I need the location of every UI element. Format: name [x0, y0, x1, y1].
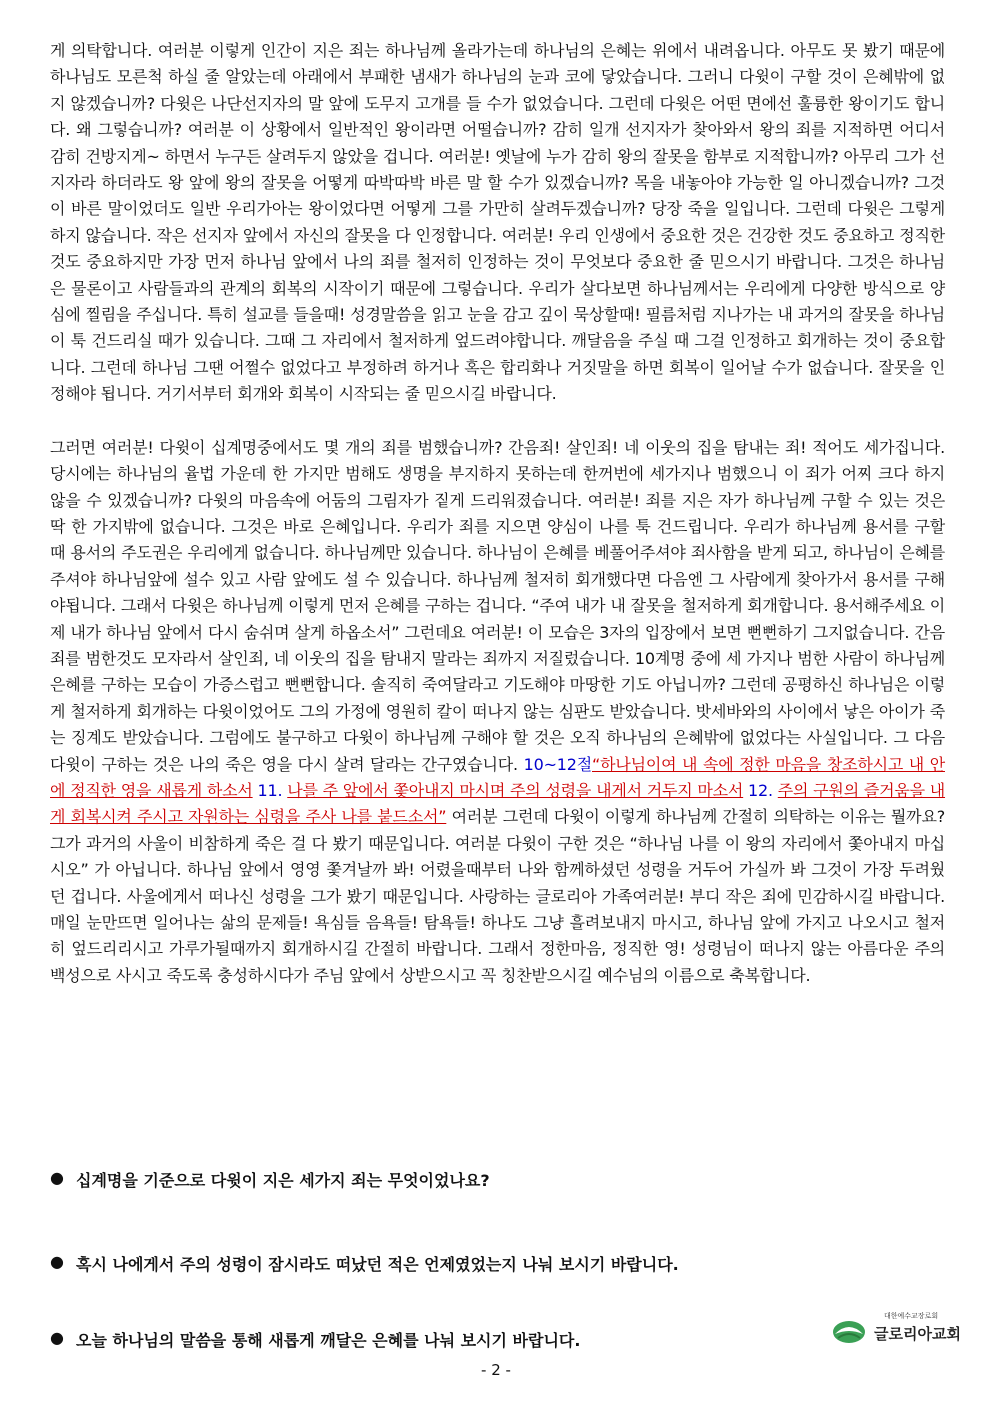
verse-reference: 10~12절 — [523, 754, 592, 774]
question-text: 혹시 나에게서 주의 성령이 잠시라도 떠났던 적은 언제였었는지 나눠 보시기 바랍니다. — [76, 1255, 679, 1274]
verse-text: 주의 구원의 즐거움을 내게 회복시켜 주시고 자원하는 심령을 주사 나를 붙드소서” — [50, 780, 946, 827]
paragraph-2-text: 그러면 여러분! 다윗이 십계명중에서도 몇 개의 죄를 범했습니까? 간음죄! 살인죄! 네 이웃의 집을 탐내는 죄! 적어도 세가집니다. 당시에는 하나님의 율법 가운데 한 가지만 범해도 생명을 부지하지 못하는데 한꺼번에 세가지나 범했으니 이 죄가 어찌 크다 하지 않을 수 있겠습니까? 다윗의 마음속에 어둠의 그림자가 짙게 드리워졌습니다. 여러분! 죄를 지은 자가 하나님께 구할 수 있는 것은 딱 한 가지밖에 없습니다. 그것은 바로 은혜입니다. 우리가 죄를 지으면 양심이 나를 툭 건드립니다. 우리가 하나님께 용서를 구할 때 용서의 주도권은 우리에게 없습니다. 하나님께만 있습니다. 하나님이 은혜를 베풀어주셔야 죄사함을 받게 되고, 하나님이 은혜를 주셔야 하나님앞에 설수 있고 사람 앞에도 설 수 있습니다. 하나님께 철저히 회개했다면 다음엔 그 사람에게 찾아가서 용서를 구해야됩니다. 그래서 다윗은 하나님께 이렇게 먼저 은혜를 구하는 겁니다. “주여 내가 내 잘못을 철저하게 회개합니다. 용서해주세요 이제 내가 하나님 앞에서 다시 숨쉬며 살게 하옵소서” 그런데요 여러분! 이 모습은 3자의 입장에서 보면 뻔뻔하기 그지없습니다. 간음죄를 범한것도 모자라서 살인죄, 네 이웃의 집을 탐내지 말라는 죄까지 저질렀습니다. 10계명 중에 세 가지나 범한 사람이 하나님께 은혜를 구하는 모습이 가증스럽고 뻔뻔합니다. 솔직히 죽여달라고 기도해야 마땅한 기도 아닙니까? 그런데 공평하신 하나님은 이렇게 철저하게 회개하는 다윗이었어도 그의 가정에 영원히 칼이 떠나지 않는 심판도 받았습니다. 밧세바와의 사이에서 낳은 아이가 죽는 징계도 받았습니다. 그럼에도 불구하고 다윗이 하나님께 구해야 할 것은 오직 하나님의 은혜밖에 없었다는 사실입니다. 그 다음 다윗이 구하는 것은 나의 죽은 영을 다시 살려 달라는 간구였습니다. — [50, 437, 945, 774]
verse-text: 나를 주 앞에서 쫓아내지 마시며 주의 성령을 내게서 거두지 마소서 — [287, 780, 744, 800]
bullet-icon: ● — [50, 1252, 64, 1271]
church-name: 글로리아교회 — [874, 1325, 961, 1343]
question-text: 오늘 하나님의 말씀을 통해 새롭게 깨달은 은혜를 나눠 보시기 바랍니다. — [76, 1331, 581, 1350]
page-number: - 2 - — [481, 1361, 511, 1379]
church-logo — [832, 1310, 961, 1350]
bullet-icon: ● — [50, 1168, 64, 1187]
paragraph-1: 게 의탁합니다. 여러분 이렇게 인간이 지은 죄는 하나님께 올라가는데 하나님의 은혜는 위에서 내려옵니다. 아무도 못 봤기 때문에 하나님도 모른척 하실 줄 알았는데 아래에서 부패한 냄새가 하나님의 눈과 코에 닿았습니다. 그러니 다윗이 구할 것이 은혜밖에 없지 않겠습니까? 다윗은 나단선지자의 말 앞에 도무지 고개를 들 수가 없었습니다. 그런데 다윗은 어떤 면에선 훌륭한 왕이기도 합니다. 왜 그렇습니까? 여러분 이 상황에서 일반적인 왕이라면 어떨습니까? 감히 일개 선지자가 찾아와서 왕의 죄를 지적하면 어디서 감히 건방지게~ 하면서 누구든 살려두지 않았을 겁니다. 여러분! 옛날에 누가 감히 왕의 잘못을 함부로 지적합니까? 아무리 그가 선지자라 하더라도 왕 앞에 왕의 잘못을 어떻게 따박따박 바른 말 할 수가 있겠습니까? 목을 내놓아야 가능한 일 아니겠습니까? 그것이 바른 말이었더도 일반 우리가아는 왕이었다면 어떻게 그를 가만히 살려두겠습니까? 당장 죽을 일입니다. 그런데 다윗은 그렇게 하지 않습니다. 작은 선지자 앞에서 자신의 잘못을 다 인정합니다. 여러분! 우리 인생에서 중요한 것은 건강한 것도 중요하고 정직한 것도 중요하지만 가장 먼저 하나님 앞에서 나의 죄를 철저히 인정하는 것이 무엇보다 중요한 줄 믿으시기 바랍니다. 그것은 하나님은 물론이고 사람들과의 관계의 회복의 시작이기 때문에 그렇습니다. 우리가 살다보면 하나님께서는 우리에게 다양한 방식으로 양심에 찔림을 주십니다. 특히 설교를 들을때! 성경말씀을 읽고 눈을 감고 깊이 묵상할때! 필름처럼 지나가는 내 과거의 잘못을 하나님이 툭 건드리실 때가 있습니다. 그때 그 자리에서 철저하게 엎드려야합니다. 깨달음을 주실 때 그걸 인정하고 회개하는 것이 중요합니다. 그런데 하나님 그땐 어쩔수 없었다고 부정하려 하거나 혹은 합리화나 거짓말을 하면 회복이 일어날 수가 없습니다. 잘못을 인정해야 됩니다. 거기서부터 회개와 회복이 시작되는 줄 믿으시길 바랍니다. — [50, 41, 945, 404]
sermon-body — [50, 38, 945, 989]
paragraph-gap — [50, 408, 945, 435]
paragraph-2-closing: 여러분 그런데 다윗이 이렇게 하나님께 간절히 의탁하는 이유는 뭘까요? 그가 과거의 사울이 비참하게 죽은 걸 다 봤기 때문입니다. 여러분 다윗이 구한 것은 “하나님 나를 이 왕의 자리에서 쫓아내지 마십시오” 가 아닙니다. 하나님 앞에서 영영 쫓겨날까 봐! 어렸을때부터 나와 함께하셨던 성령을 거두어 가실까 봐 그것이 가장 두려웠던 겁니다. 사울에게서 떠나신 성령을 그가 봤기 때문입니다. 사랑하는 글로리아 가족여러분! 부디 작은 죄에 민감하시길 바랍니다. 매일 눈만뜨면 일어나는 삶의 문제들! 욕심들 음욕들! 탐욕들! 하나도 그냥 흘려보내지 마시고, 하나님 앞에 가지고 나오시고 철저히 엎드리리시고 가루가될때까지 회개하시길 간절히 바랍니다. 그래서 정한마음, 정직한 영! 성령님이 떠나지 않는 아름다운 주의 백성으로 사시고 죽도록 충성하시다가 주님 앞에서 상받으시고 꼭 칭찬받으시길 예수님의 이름으로 축복합니다. — [50, 807, 945, 985]
verse-text: “하나님이여 내 속에 정한 마음을 창조하시고 내 안에 정직한 영을 새롭게 하소서 — [50, 754, 945, 800]
paragraph-2 — [50, 435, 945, 990]
church-logo-icon — [832, 1314, 866, 1344]
question-text: 십계명을 기준으로 다윗이 지은 세가지 죄는 무엇이었나요? — [76, 1171, 490, 1190]
verse-reference: 11. — [252, 780, 288, 800]
verse-reference: 12. — [743, 780, 778, 800]
bullet-icon: ● — [50, 1328, 64, 1347]
denomination-label: 대한예수교장로회 — [884, 1312, 939, 1320]
